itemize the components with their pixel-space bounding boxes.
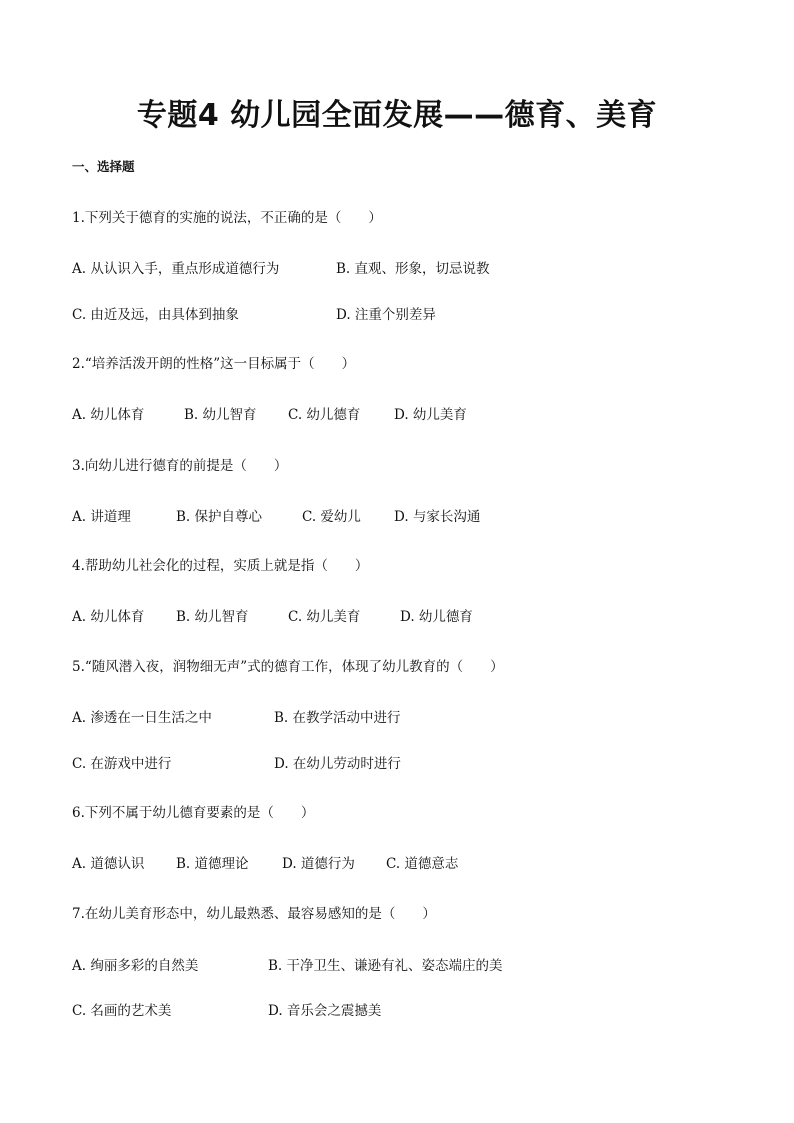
option-d[interactable]: D. 音乐会之震撼美	[268, 1003, 382, 1019]
option-a[interactable]: A. 幼儿体育	[72, 407, 145, 423]
option-b[interactable]: B. 在教学活动中进行	[274, 710, 401, 726]
options-row	[0, 706, 794, 728]
option-b[interactable]: B. 道德理论	[176, 856, 249, 872]
option-b[interactable]: B. 幼儿智育	[184, 407, 257, 423]
option-d[interactable]: D. 幼儿美育	[394, 407, 467, 423]
option-d[interactable]: D. 在幼儿劳动时进行	[274, 756, 401, 772]
option-d[interactable]: D. 幼儿德育	[400, 609, 473, 625]
option-d[interactable]: D. 注重个别差异	[336, 307, 436, 323]
question-stem: 6.下列不属于幼儿德育要素的是（ ）	[72, 805, 315, 821]
options-row	[0, 752, 794, 774]
option-b[interactable]: B. 保护自尊心	[176, 509, 263, 525]
option-b[interactable]: B. 干净卫生、谦逊有礼、姿态端庄的美	[268, 958, 503, 974]
option-c[interactable]: C. 幼儿德育	[288, 407, 361, 423]
option-a[interactable]: A. 讲道理	[72, 509, 131, 525]
option-c[interactable]: C. 名画的艺术美	[72, 1003, 172, 1019]
option-c[interactable]: C. 道德意志	[386, 856, 459, 872]
options-row	[0, 257, 794, 279]
question-stem: 7.在幼儿美育形态中，幼儿最熟悉、最容易感知的是（ ）	[72, 906, 436, 922]
option-a[interactable]: A. 道德认识	[72, 856, 145, 872]
section-heading: 一、选择题	[72, 159, 135, 174]
option-b[interactable]: B. 幼儿智育	[176, 609, 249, 625]
option-d[interactable]: D. 道德行为	[282, 856, 355, 872]
option-a[interactable]: A. 从认识入手，重点形成道德行为	[72, 261, 280, 277]
question-stem: 5.“随风潜入夜，润物细无声”式的德育工作，体现了幼儿教育的（ ）	[72, 659, 504, 675]
question-stem: 3.向幼儿进行德育的前提是（ ）	[72, 458, 288, 474]
page-title: 专题4 幼儿园全面发展——德育、美育	[136, 98, 658, 133]
option-c[interactable]: C. 在游戏中进行	[72, 756, 172, 772]
options-row	[0, 954, 794, 976]
option-b[interactable]: B. 直观、形象，切忌说教	[336, 261, 490, 277]
option-a[interactable]: A. 幼儿体育	[72, 609, 145, 625]
option-d[interactable]: D. 与家长沟通	[394, 509, 481, 525]
question-stem: 2.“培养活泼开朗的性格”这一目标属于（ ）	[72, 356, 356, 372]
options-row	[0, 303, 794, 325]
option-a[interactable]: A. 渗透在一日生活之中	[72, 710, 212, 726]
options-row	[0, 605, 794, 627]
question-stem: 1.下列关于德育的实施的说法，不正确的是（ ）	[72, 210, 382, 226]
option-c[interactable]: C. 由近及远，由具体到抽象	[72, 307, 239, 323]
question-stem: 4.帮助幼儿社会化的过程，实质上就是指（ ）	[72, 558, 369, 574]
option-c[interactable]: C. 爱幼儿	[302, 509, 361, 525]
option-c[interactable]: C. 幼儿美育	[288, 609, 361, 625]
options-row	[0, 403, 794, 425]
options-row	[0, 505, 794, 527]
options-row	[0, 852, 794, 874]
options-row	[0, 999, 794, 1021]
option-a[interactable]: A. 绚丽多彩的自然美	[72, 958, 199, 974]
